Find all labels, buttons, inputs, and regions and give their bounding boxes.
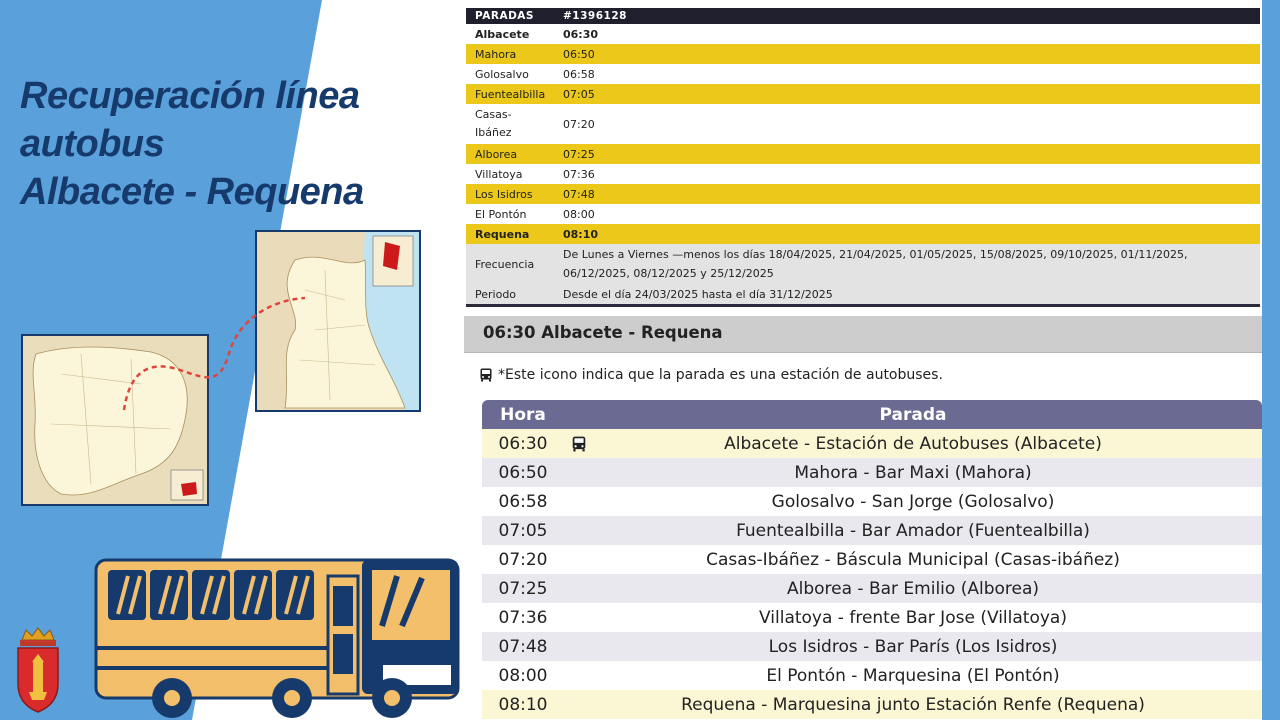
table-divider — [466, 304, 1260, 307]
frecuencia-line-1: De Lunes a Viernes —menos los días 18/04/2025, 21/04/2025, 01/05/2025, 15/08/2025, 09/10/2025, 01/11/2025, — [563, 248, 1188, 261]
periodo-value: Desde el día 24/03/2025 hasta el día 31/12/2025 — [563, 287, 833, 301]
detail-hora: 06:30 — [498, 433, 548, 454]
bus-station-icon — [480, 368, 492, 382]
summary-row — [466, 104, 1260, 144]
detail-row — [482, 632, 1262, 661]
summary-stop: Requena — [475, 227, 530, 241]
frecuencia-value — [563, 245, 1260, 283]
detail-hora: 06:58 — [498, 491, 548, 512]
route-banner — [464, 316, 1262, 353]
detail-hora: 07:20 — [498, 549, 548, 570]
bus-station-icon — [572, 436, 586, 452]
header-hora: Hora — [500, 404, 546, 425]
detail-hora: 08:10 — [498, 694, 548, 715]
station-note — [480, 367, 943, 383]
detail-hora: 06:50 — [498, 462, 548, 483]
summary-stop: Alborea — [475, 147, 518, 161]
detail-hora: 07:25 — [498, 578, 548, 599]
detail-icon-cell — [564, 436, 594, 452]
summary-stop-line-2: Ibáñez — [475, 126, 512, 139]
detail-parada: Requena - Marquesina junto Estación Renfe (Requena) — [681, 694, 1145, 715]
summary-stop — [466, 106, 563, 142]
summary-stop: Mahora — [475, 47, 517, 61]
detail-table — [482, 400, 1262, 719]
summary-row — [466, 224, 1260, 244]
detail-parada: Alborea - Bar Emilio (Alborea) — [786, 578, 1040, 599]
summary-time: 07:36 — [563, 167, 595, 181]
detail-parada: Casas-Ibáñez - Báscula Municipal (Casas-ibáñez) — [706, 549, 1120, 570]
detail-hora: 07:48 — [498, 636, 548, 657]
summary-row — [466, 144, 1260, 164]
detail-hora: 07:36 — [498, 607, 548, 628]
route-dashed-line — [110, 290, 310, 420]
header-parada: Parada — [879, 404, 947, 425]
summary-stop-line-1: Casas- — [475, 108, 512, 121]
detail-parada: Albacete - Estación de Autobuses (Albacete) — [724, 433, 1102, 454]
detail-parada: Mahora - Bar Maxi (Mahora) — [794, 462, 1032, 483]
summary-time: 07:05 — [563, 87, 595, 101]
frecuencia-line-2: 06/12/2025, 08/12/2025 y 25/12/2025 — [563, 267, 774, 280]
summary-row — [466, 64, 1260, 84]
right-edge-strip — [1262, 0, 1280, 720]
detail-row — [482, 458, 1262, 487]
title-line-2: autobus — [20, 123, 165, 165]
summary-row — [466, 204, 1260, 224]
summary-time: 08:10 — [563, 227, 599, 241]
summary-stop: Golosalvo — [475, 67, 529, 81]
summary-time: 06:50 — [563, 47, 595, 61]
detail-row — [482, 661, 1262, 690]
detail-parada: El Pontón - Marquesina (El Pontón) — [766, 665, 1060, 686]
detail-row — [482, 574, 1262, 603]
summary-row — [466, 84, 1260, 104]
summary-time: 06:58 — [563, 67, 595, 81]
detail-row — [482, 603, 1262, 632]
summary-header — [466, 8, 1260, 24]
summary-stop: Fuentealbilla — [475, 87, 546, 101]
detail-row — [482, 516, 1262, 545]
detail-row — [482, 429, 1262, 458]
detail-row — [482, 545, 1262, 574]
detail-hora: 07:05 — [498, 520, 548, 541]
header-route-id: #1396128 — [563, 10, 627, 22]
detail-row — [482, 487, 1262, 516]
summary-row — [466, 44, 1260, 64]
title-line-3: Albacete - Requena — [20, 171, 364, 213]
detail-parada: Villatoya - frente Bar Jose (Villatoya) — [759, 607, 1067, 628]
summary-time: 07:48 — [563, 187, 595, 201]
detail-parada: Fuentealbilla - Bar Amador (Fuentealbilla) — [736, 520, 1090, 541]
summary-stop: Albacete — [475, 27, 530, 41]
summary-stop: Los Isidros — [475, 187, 533, 201]
frecuencia-label: Frecuencia — [475, 257, 535, 271]
summary-stop: Villatoya — [475, 167, 523, 181]
detail-hora: 08:00 — [498, 665, 548, 686]
bus-illustration — [92, 556, 462, 720]
summary-time: 06:30 — [563, 27, 599, 41]
summary-time: 08:00 — [563, 207, 595, 221]
header-paradas: PARADAS — [475, 10, 534, 22]
summary-stop: El Pontón — [475, 207, 527, 221]
title-line-1: Recuperación línea — [20, 75, 360, 117]
frecuencia-row — [466, 244, 1260, 284]
route-banner-title: 06:30 Albacete - Requena — [483, 323, 723, 342]
summary-row — [466, 184, 1260, 204]
periodo-row — [466, 284, 1260, 304]
crest-icon — [14, 626, 62, 714]
summary-table — [466, 8, 1260, 307]
summary-row — [466, 164, 1260, 184]
summary-time: 07:20 — [563, 117, 595, 131]
station-note-text: *Este icono indica que la parada es una estación de autobuses. — [498, 367, 943, 383]
detail-parada: Los Isidros - Bar París (Los Isidros) — [768, 636, 1058, 657]
periodo-label: Periodo — [475, 287, 517, 301]
detail-header — [482, 400, 1262, 429]
detail-row — [482, 690, 1262, 719]
summary-row — [466, 24, 1260, 44]
detail-parada: Golosalvo - San Jorge (Golosalvo) — [771, 491, 1055, 512]
page-title — [20, 72, 450, 216]
summary-time: 07:25 — [563, 147, 595, 161]
